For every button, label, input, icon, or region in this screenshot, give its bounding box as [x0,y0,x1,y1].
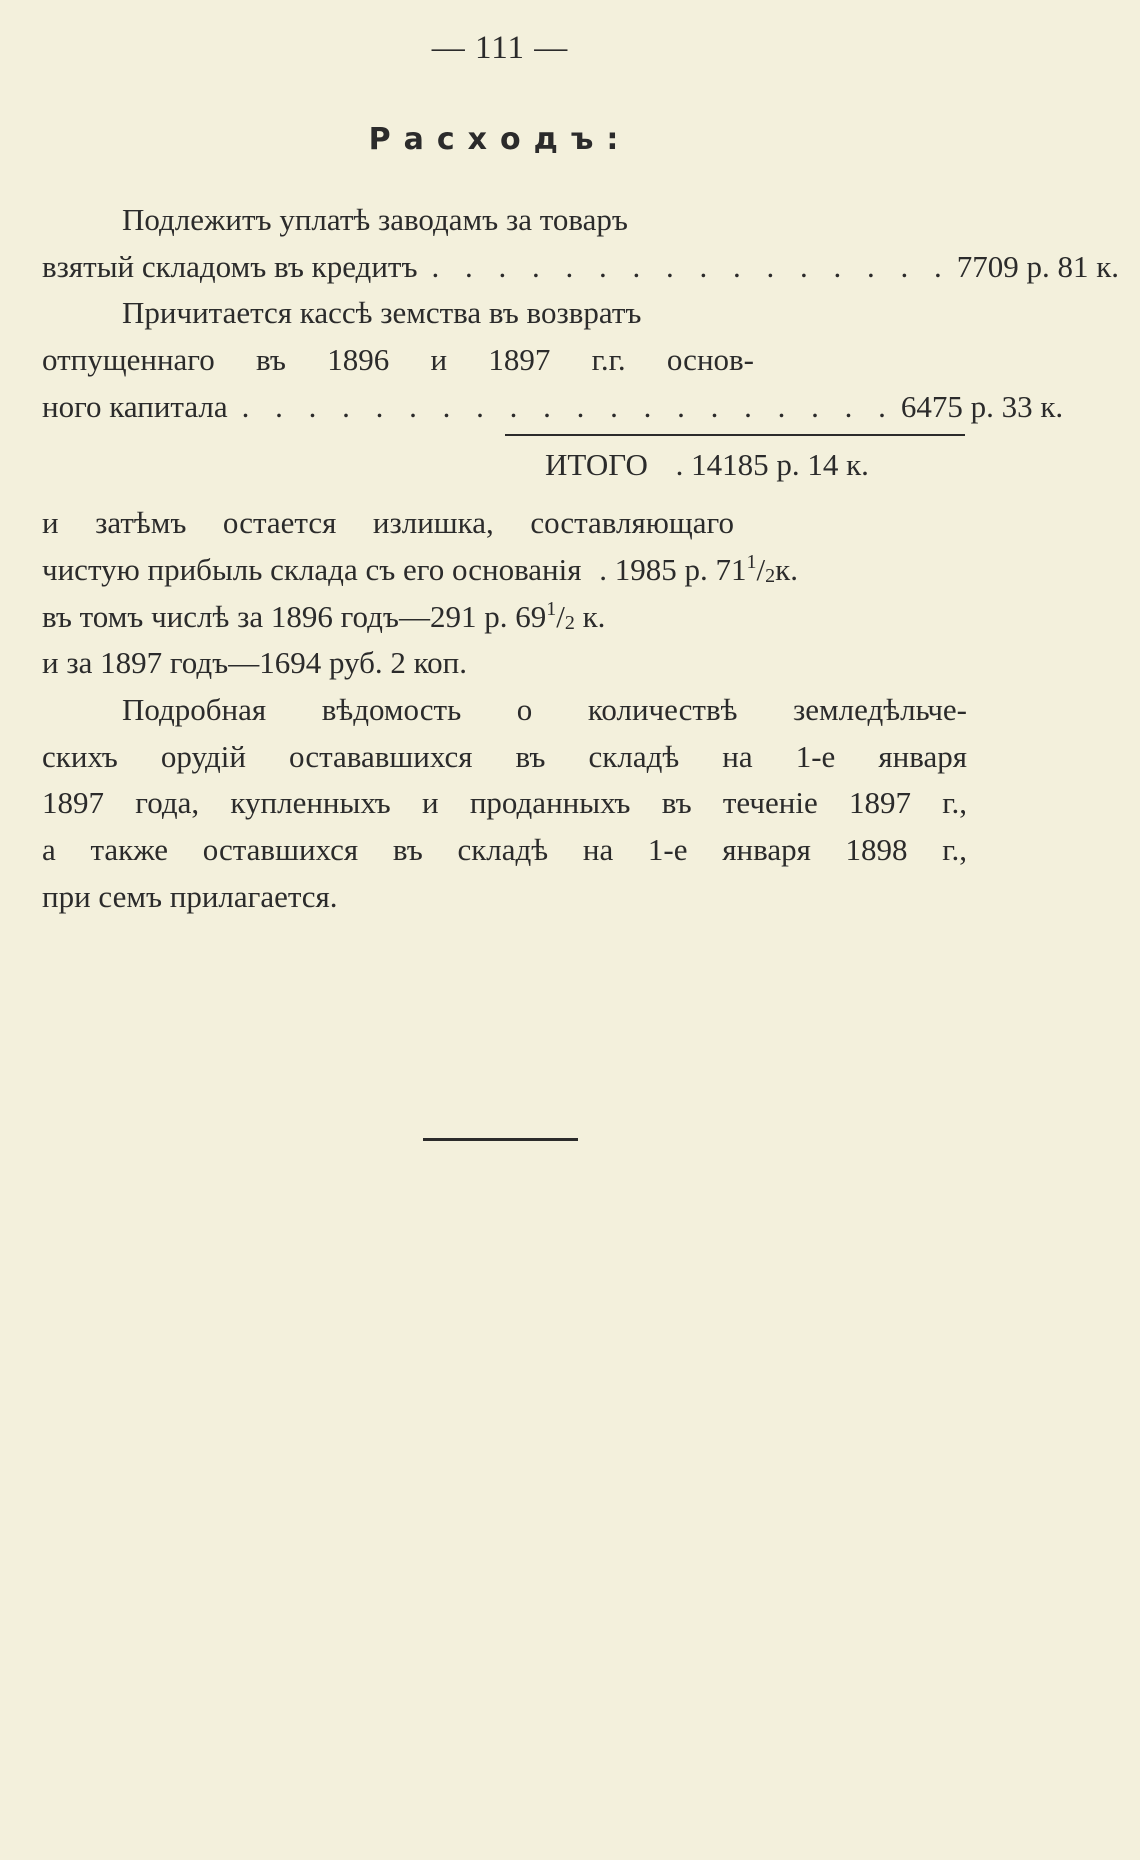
expense-item-1-amount: 7709 р. 81 к. [956,249,1120,284]
expense-item-2-line-2: отпущеннаго въ 1896 и 1897 г.г. основ- [42,342,754,377]
surplus-line-3: въ томъ числѣ за 1896 годъ—291 р. $69^1/_2$ к. [42,598,606,634]
total-label: ИТОГО [545,447,648,482]
expense-item-2-amount: 6475 р. 33 к. [900,389,1064,424]
expense-item-2-leader: . . . . . . . . . . . . . . . . . . . . [241,389,895,424]
surplus-line-3-text: въ томъ числѣ за 1896 годъ—291 р. 69 [42,599,547,634]
surplus-line-3-unit: к. [574,599,606,634]
surplus-amount-unit: к. [775,552,798,587]
section-heading: Расходъ: [368,122,632,157]
surplus-fraction-numerator: 1 [746,551,757,573]
surplus-line-2: чистую прибыль склада съ его основанія . 1985 р. $71^1/_2к$. [42,551,798,587]
surplus-line-3-fraction-numerator: 1 [546,598,557,620]
surplus-fraction-denominator: 2 [765,565,776,587]
expense-item-2-line-3 [42,387,1064,427]
surplus-amount: . 1985 р. 71 [599,552,747,587]
surplus-line-2-text: чистую прибыль склада съ его основанія [42,552,582,587]
expense-item-1-leader: . . . . . . . . . . . . . . . . [431,249,951,284]
expense-item-1-line-2 [42,247,1120,287]
expense-item-2-line-1: Причитается кассѣ земства въ возвратъ [122,295,642,330]
total-rule [505,434,965,436]
note-line-2: скихъ орудій остававшихся въ складѣ на 1-е января [42,739,967,774]
surplus-line-1: и затѣмъ остается излишка, составляющаго [42,505,734,540]
surplus-line-3-fraction-denominator: 2 [564,612,575,634]
total-line [545,445,967,485]
expense-item-2-label: ного капитала [42,389,228,424]
end-rule [423,1138,578,1141]
note-line-3: 1897 года, купленныхъ и проданныхъ въ теченіе 1897 г., [42,785,967,820]
expense-item-1-label: взятый складомъ въ кредитъ [42,249,418,284]
note-line-5: при семъ прилагается. [42,879,338,914]
surplus-line-4: и за 1897 годъ—1694 руб. 2 коп. [42,645,467,680]
page-number: — 111 — [431,30,569,66]
note-line-4: а также оставшихся въ складѣ на 1-е января 1898 г., [42,832,967,867]
expense-item-1-line-1: Подлежитъ уплатѣ заводамъ за товаръ [122,202,628,237]
note-line-1: Подробная вѣдомость о количествѣ земледѣльче- [122,692,967,727]
total-amount: . 14185 р. 14 к. [675,447,869,482]
